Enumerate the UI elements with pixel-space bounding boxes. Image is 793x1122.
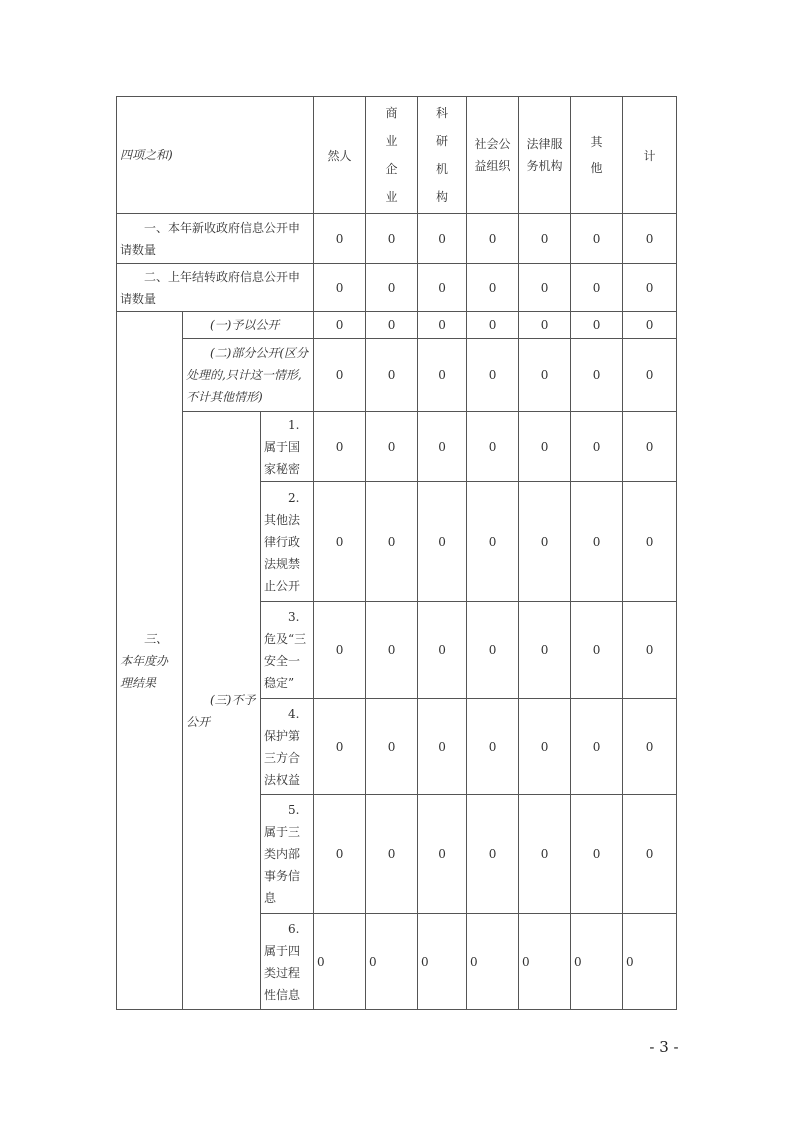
header-carryover-label: 四项之和) [117, 97, 314, 214]
row-granted-disclosure [117, 312, 677, 339]
item-number: 4. [288, 706, 300, 721]
item-text: 其他法律行政法规禁止公开 [264, 512, 301, 593]
value-cell: 0 [571, 214, 623, 264]
item-text: 属于四类过程性信息 [264, 943, 301, 1002]
value-cell: 0 [314, 264, 366, 312]
value-cell: 0 [519, 214, 571, 264]
value-cell: 0 [467, 214, 519, 264]
value-cell: 0 [467, 699, 519, 795]
value-cell: 0 [314, 914, 366, 1010]
item-number: 2. [288, 490, 300, 505]
section-label-annual-results: 三、本年度办理结果 [117, 312, 183, 1010]
row-label: (二)部分公开(区分处理的,只计这一情形,不计其他情形) [183, 339, 314, 412]
value-cell: 0 [571, 914, 623, 1010]
header-col-other [571, 97, 623, 214]
value-cell: 0 [314, 214, 366, 264]
row-label: 一、本年新收政府信息公开申请数量 [117, 214, 314, 264]
header-col-public-welfare-org: 社会公益组织 [467, 97, 519, 214]
value-cell: 0 [571, 482, 623, 602]
total-cell: 0 [623, 602, 677, 699]
total-cell: 0 [623, 699, 677, 795]
value-cell: 0 [571, 264, 623, 312]
value-cell: 0 [314, 312, 366, 339]
total-cell: 0 [623, 795, 677, 914]
row-partial-disclosure [117, 339, 677, 412]
disclosure-statistics-table [116, 96, 677, 1010]
item-label [261, 602, 314, 699]
value-cell: 0 [418, 602, 467, 699]
value-cell: 0 [571, 699, 623, 795]
item-number: 1. [288, 417, 300, 432]
item-label [261, 412, 314, 482]
value-cell: 0 [366, 412, 418, 482]
row-new-applications [117, 214, 677, 264]
value-cell: 0 [467, 602, 519, 699]
value-cell: 0 [314, 795, 366, 914]
value-cell: 0 [571, 312, 623, 339]
row-refusal-item-1 [117, 412, 677, 482]
value-cell: 0 [418, 699, 467, 795]
value-cell: 0 [366, 795, 418, 914]
value-cell: 0 [418, 339, 467, 412]
value-cell: 0 [366, 339, 418, 412]
total-cell: 0 [623, 264, 677, 312]
header-col-other-label: 其他 [590, 135, 603, 175]
value-cell: 0 [519, 795, 571, 914]
item-text: 属于国家秘密 [264, 439, 301, 476]
item-label [261, 795, 314, 914]
header-col-total: 计 [623, 97, 677, 214]
value-cell: 0 [467, 482, 519, 602]
value-cell: 0 [366, 312, 418, 339]
value-cell: 0 [366, 914, 418, 1010]
value-cell: 0 [314, 412, 366, 482]
header-col-natural-person: 然人 [314, 97, 366, 214]
total-cell: 0 [623, 914, 677, 1010]
item-label [261, 482, 314, 602]
item-label [261, 699, 314, 795]
value-cell: 0 [314, 602, 366, 699]
value-cell: 0 [418, 312, 467, 339]
header-col-commercial-enterprise-label: 商业企业 [385, 106, 398, 204]
value-cell: 0 [366, 482, 418, 602]
value-cell: 0 [519, 412, 571, 482]
row-carried-over-applications [117, 264, 677, 312]
value-cell: 0 [519, 699, 571, 795]
value-cell: 0 [314, 482, 366, 602]
value-cell: 0 [519, 914, 571, 1010]
item-number: 3. [288, 610, 300, 624]
total-cell: 0 [623, 214, 677, 264]
item-label [261, 914, 314, 1010]
value-cell: 0 [467, 795, 519, 914]
header-col-legal-service-org: 法律服务机构 [519, 97, 571, 214]
item-number: 5. [288, 803, 300, 817]
value-cell: 0 [467, 412, 519, 482]
item-text: 保护第三方合法权益 [264, 728, 301, 787]
row-label: (一)予以公开 [183, 312, 314, 339]
page-number: - 3 - [649, 1038, 679, 1056]
value-cell: 0 [519, 312, 571, 339]
value-cell: 0 [519, 482, 571, 602]
value-cell: 0 [467, 264, 519, 312]
value-cell: 0 [467, 312, 519, 339]
item-text: 危及“三安全一稳定” [264, 632, 307, 690]
value-cell: 0 [571, 412, 623, 482]
item-number: 6. [288, 921, 300, 936]
value-cell: 0 [314, 699, 366, 795]
value-cell: 0 [366, 602, 418, 699]
item-text: 属于三类内部事务信息 [264, 825, 301, 905]
header-row [117, 97, 677, 214]
total-cell: 0 [623, 312, 677, 339]
value-cell: 0 [519, 602, 571, 699]
total-cell: 0 [623, 339, 677, 412]
total-cell: 0 [623, 412, 677, 482]
value-cell: 0 [571, 339, 623, 412]
value-cell: 0 [519, 264, 571, 312]
subsection-label-refusal: (三)不予公开 [183, 412, 261, 1010]
value-cell: 0 [418, 214, 467, 264]
header-col-research-institution-label: 科研机构 [436, 106, 449, 204]
value-cell: 0 [571, 795, 623, 914]
value-cell: 0 [366, 699, 418, 795]
value-cell: 0 [418, 412, 467, 482]
value-cell: 0 [418, 264, 467, 312]
value-cell: 0 [314, 339, 366, 412]
value-cell: 0 [366, 264, 418, 312]
value-cell: 0 [418, 482, 467, 602]
header-col-research-institution [418, 97, 467, 214]
value-cell: 0 [519, 339, 571, 412]
value-cell: 0 [418, 914, 467, 1010]
value-cell: 0 [418, 795, 467, 914]
row-label: 二、上年结转政府信息公开申请数量 [117, 264, 314, 312]
total-cell: 0 [623, 482, 677, 602]
value-cell: 0 [467, 914, 519, 1010]
value-cell: 0 [366, 214, 418, 264]
header-col-commercial-enterprise [366, 97, 418, 214]
value-cell: 0 [571, 602, 623, 699]
value-cell: 0 [467, 339, 519, 412]
